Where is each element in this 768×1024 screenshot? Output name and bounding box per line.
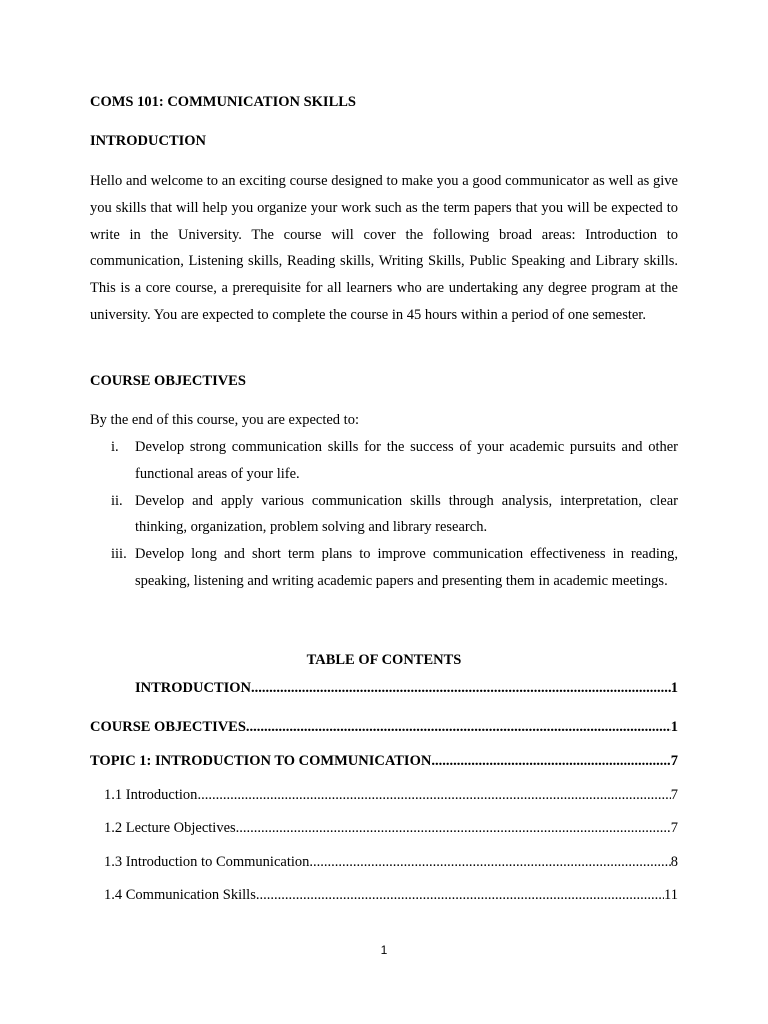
toc-leader-dots xyxy=(256,887,664,904)
toc-entry[interactable] xyxy=(90,719,678,736)
course-title: COMS 101: COMMUNICATION SKILLS xyxy=(90,94,356,110)
toc-title: TABLE OF CONTENTS xyxy=(306,652,462,668)
toc-entry-page: 11 xyxy=(664,887,678,903)
toc-entry-page: 8 xyxy=(670,854,678,870)
toc-entry[interactable] xyxy=(104,854,678,871)
toc-entry[interactable] xyxy=(90,753,678,770)
toc-entry-label: COURSE OBJECTIVES xyxy=(90,719,246,735)
objective-item xyxy=(90,434,678,488)
toc-entry-page: 7 xyxy=(670,787,678,803)
page-number: 1 xyxy=(380,943,388,957)
objective-item xyxy=(90,541,678,595)
toc-entry-page: 1 xyxy=(670,719,678,735)
objective-number: ii. xyxy=(111,492,123,509)
toc-leader-dots xyxy=(197,787,670,804)
objective-text: Develop long and short term plans to improve communication effectiveness in reading, speaking, listening and writing academic papers and presenting them in academic meetings. xyxy=(135,546,678,589)
toc-entry[interactable] xyxy=(104,887,678,904)
toc-leader-dots xyxy=(246,719,671,736)
objectives-heading: COURSE OBJECTIVES xyxy=(90,373,246,389)
toc-entry-label: 1.2 Lecture Objectives xyxy=(104,820,236,836)
toc-entry-page: 7 xyxy=(670,820,678,836)
toc-leader-dots xyxy=(251,680,671,697)
objective-text: Develop and apply various communication skills through analysis, interpretation, clear thinking, organization, problem solving and library research. xyxy=(135,492,678,536)
toc-entry[interactable] xyxy=(135,680,678,697)
objective-text: Develop strong communication skills for the success of your academic pursuits and other functional areas of your life. xyxy=(135,439,678,482)
objective-item xyxy=(90,488,678,542)
objectives-list xyxy=(90,434,678,595)
objective-number: iii. xyxy=(111,546,127,563)
toc-leader-dots xyxy=(236,820,671,837)
objectives-intro: By the end of this course, you are expected to: xyxy=(90,412,359,428)
toc-entry-page: 7 xyxy=(670,753,678,769)
toc-entry-label: 1.4 Communication Skills xyxy=(104,887,256,903)
introduction-heading: INTRODUCTION xyxy=(90,133,207,149)
objective-number: i. xyxy=(111,439,119,455)
toc-leader-dots xyxy=(431,753,670,770)
toc-leader-dots xyxy=(309,854,670,871)
toc-entry-label: TOPIC 1: INTRODUCTION TO COMMUNICATION xyxy=(90,753,432,769)
toc-entry-page: 1 xyxy=(670,680,678,696)
toc-entry-label: INTRODUCTION xyxy=(135,680,252,696)
introduction-paragraph: Hello and welcome to an exciting course designed to make you a good communicator as well as give you skills that will help you organize your work such as the term papers that you will be expected to write in the University. The course will cover the following broad areas: Introduction to communication, Listening skills, Reading skills, Writing Skills, Public Speaking and Library skills. This is a core course, a prerequisite for all learners who are undertaking any degree program at the university. You are expected to complete the course in 45 hours within a period of one semester. xyxy=(90,173,678,323)
toc-entry[interactable] xyxy=(104,820,678,837)
toc-entry-label: 1.1 Introduction xyxy=(104,787,198,803)
toc-entry[interactable] xyxy=(104,787,678,804)
toc-entry-label: 1.3 Introduction to Communication xyxy=(104,854,310,870)
